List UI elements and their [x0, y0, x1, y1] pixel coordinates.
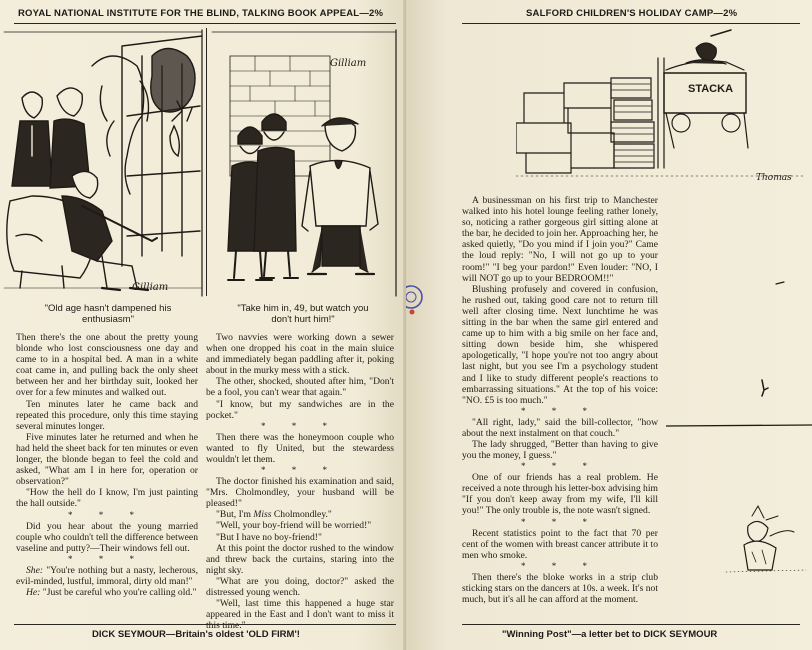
- margin-doodles: [666, 270, 812, 590]
- paragraph: A businessman on his first trip to Manchester walked into his hotel lounge feeling rather lonely, so, noticing a rather gorgeous girl sitting alone at the bar, he decided to join her. Approaching her, he asked quietly, "Do you mind if I join you?" Came the loud reply: "No, I will not go up to your room!" "I beg your pardon!" Even louder: "NO, I will NOT go up to your BEDROOM!!": [462, 195, 658, 284]
- section-stars: * * *: [521, 516, 599, 527]
- paragraph: Two navvies were working down a sewer when one dropped his coat in the main sluice and immediately began paddling after it, poking about in the murky mess with a stick.: [206, 332, 394, 377]
- paragraph: One of our friends has a real problem. He received a note through his letter-box advising him "If you don't keep away from my wife, I'll kill you!" The only trouble is, the note wasn't signed.: [462, 472, 658, 517]
- section-stars: * * *: [521, 560, 599, 571]
- dialogue-text: "Just be careful who you're calling old.": [40, 586, 197, 598]
- paragraph: Did you hear about the young married couple who couldn't tell the difference between vaseline and putty?—Their windows fell out.: [16, 520, 198, 554]
- cartoon-hunter-illustration: [2, 26, 205, 298]
- paragraph: Five minutes later he returned and when he had held the sheet back for ten minutes or even longer, the blonde began to feel the cold and asked, "What am I in here for, operation or observation?": [16, 431, 198, 488]
- paragraph: "How the hell do I know, I'm just painting the hall outside.": [16, 487, 198, 510]
- left-page-footer: DICK SEYMOUR—Britain's oldest 'OLD FIRM'!: [92, 629, 300, 640]
- paragraph: Then there was the honeymoon couple who wanted to fly United, but the stewardess wouldn't let them.: [206, 431, 394, 465]
- paragraph: "I know, but my sandwiches are in the pocket.": [206, 398, 394, 421]
- left-page-header: ROYAL NATIONAL INSTITUTE FOR THE BLIND, TALKING BOOK APPEAL—2%: [18, 8, 384, 19]
- section-stars: * * *: [68, 553, 146, 564]
- cartoon-signature: Thomas: [756, 173, 792, 183]
- left-text-column-2: [206, 332, 394, 631]
- library-stamp-icon: [406, 282, 426, 316]
- dialogue-text: "But, I'm: [216, 509, 254, 521]
- caption-line: "Old age hasn't dampened his: [44, 303, 172, 314]
- paragraph: The doctor finished his examination and said, "Mrs. Cholmondley, your husband will be pleased!": [206, 476, 394, 510]
- paragraph: [16, 587, 198, 598]
- paragraph: Then there's the one about the pretty young blonde who lost consciousness one day and came to in a hospital bed. A man in a white coat came in, and pulling back the only sheet between her and her birthday suit, looked her over for a few minutes and walked out.: [16, 332, 198, 399]
- cartoon-right-caption: [210, 303, 396, 325]
- cartoon-divider: [206, 28, 207, 296]
- paragraph: Recent statistics point to the fact that 70 per cent of the women with breast cancer attribute it to men who smoke.: [462, 527, 658, 561]
- paragraph: The other, shocked, shouted after him, "Don't be a fool, you can't wear that again.": [206, 376, 394, 399]
- paragraph: "Well, last time this happened a huge star appeared in the East and I don't want to miss it this time.": [206, 598, 394, 632]
- paragraph: Ten minutes later he came back and repeated this procedure, only this time staying several minutes longer.: [16, 398, 198, 432]
- paragraph: [16, 565, 198, 587]
- paragraph: "All right, lady," said the bill-collector, "how about the next instalment on that couch.": [462, 416, 658, 439]
- paragraph: [206, 509, 394, 520]
- dialogue-text: "You're nothing but a nasty, lecherous, evil-minded, lustful, immoral, dirty old man!": [16, 564, 198, 587]
- right-page: [406, 0, 812, 650]
- paragraph: Then there's the bloke works in a strip club sticking stars on the dancers at 10s. a week. It's not much, but it's all he can afford at the moment.: [462, 571, 658, 605]
- section-stars: * * *: [261, 420, 339, 431]
- left-text-column-1: [16, 332, 198, 598]
- left-footer-rule: [14, 624, 396, 625]
- section-stars: * * *: [521, 405, 599, 416]
- caption-line: don't hurt him!": [271, 314, 335, 325]
- right-text-column: [462, 195, 658, 605]
- caption-line: "Take him in, 49, but watch you: [237, 303, 369, 314]
- paragraph: The lady shrugged, "Better than having to give you the money, I guess.": [462, 438, 658, 462]
- paragraph: Blushing profusely and covered in confusion, he rushed out, taking good care not to return till well after closing time. Next lunchtime he was sitting in the bar when the same girl entered and came up to him with a big smile on her face and, sitting down beside him, she whispered apologetically, "I hope you're not too angry about last night, but you see I'm a psychology student and I like to study different people's reactions to embarrassing situations." At the top of his voice: "NO. £5 is too much.": [462, 283, 658, 406]
- cartoon-left-caption: [14, 303, 202, 325]
- cartoon-policemen-illustration: [210, 26, 398, 298]
- caption-line: enthusiasm": [82, 314, 134, 325]
- speaker-label: She:: [26, 564, 44, 576]
- right-header-rule: [462, 23, 800, 24]
- cartoon-signature: Gilliam: [132, 282, 169, 293]
- section-stars: * * *: [68, 509, 146, 520]
- section-stars: * * *: [521, 461, 599, 472]
- paragraph: "But I have no boy-friend!": [216, 531, 322, 543]
- right-footer-rule: [462, 624, 800, 625]
- paragraph: "What are you doing, doctor?" asked the distressed young wench.: [206, 575, 394, 598]
- section-stars: * * *: [261, 465, 339, 476]
- truck-sign-text: STACKA: [688, 83, 734, 95]
- emphasis: Miss: [253, 509, 272, 521]
- left-header-rule: [14, 23, 396, 24]
- right-page-footer: "Winning Post"—a letter bet to DICK SEYMOUR: [502, 629, 718, 640]
- cartoon-signature-2: Gilliam: [330, 58, 367, 69]
- speaker-label: He:: [26, 586, 41, 598]
- paragraph: "Well, your boy-friend will be worried!": [216, 520, 372, 532]
- cartoon-stacker-illustration: [516, 28, 806, 188]
- paragraph: At this point the doctor rushed to the window and threw back the curtains, staring into the night sky.: [206, 542, 394, 576]
- right-page-header: SALFORD CHILDREN'S HOLIDAY CAMP—2%: [526, 8, 738, 19]
- dialogue-text: Cholmondley.": [271, 509, 332, 521]
